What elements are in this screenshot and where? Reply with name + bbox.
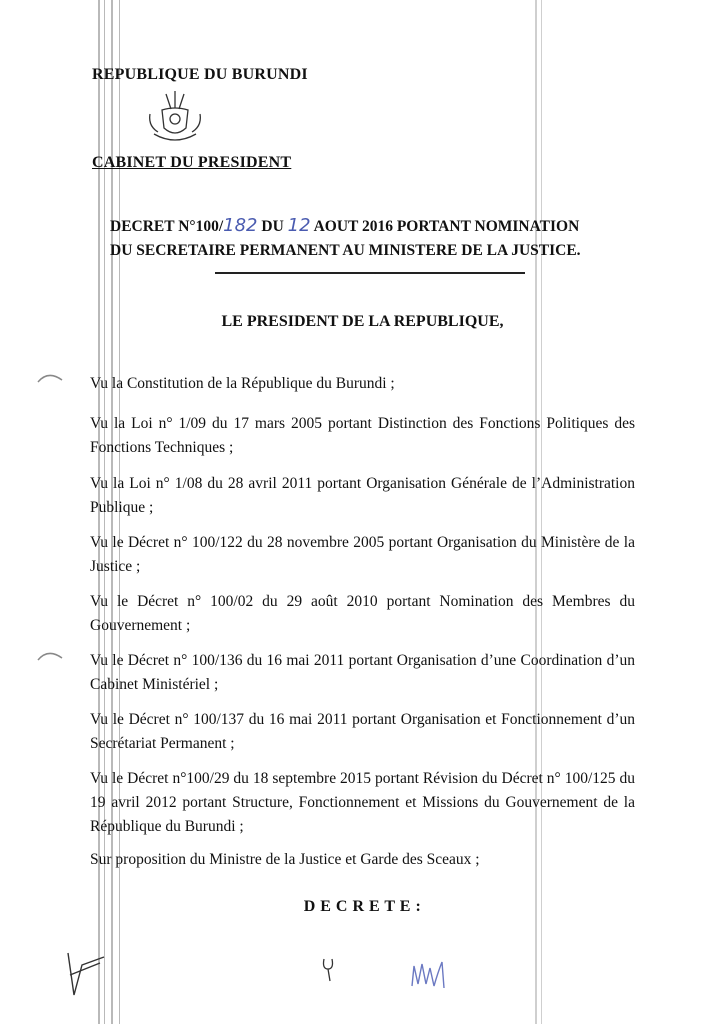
handwritten-initial-icon bbox=[318, 955, 340, 983]
cabinet-name bbox=[92, 154, 291, 172]
decree-title-part1: DECRET N°100/ bbox=[110, 218, 224, 235]
margin-mark-icon bbox=[36, 648, 64, 664]
visa-decret-100-02: Vu le Décret n° 100/02 du 29 août 2010 portant Nomination des Membres du Gouvernement ; bbox=[90, 593, 635, 634]
decree-title-part2: DU bbox=[257, 218, 288, 235]
margin-mark-icon bbox=[36, 370, 64, 386]
decree-title bbox=[110, 214, 630, 263]
handwritten-decree-number: 182 bbox=[223, 215, 258, 236]
visa-constitution: Vu la Constitution de la République du Burundi ; bbox=[90, 375, 395, 392]
visa-loi-1-08: Vu la Loi n° 1/08 du 28 avril 2011 portant Organisation Générale de l’Administration Publique ; bbox=[90, 475, 635, 516]
decree-title-part3: AOUT 2016 PORTANT NOMINATION bbox=[310, 218, 580, 235]
coat-of-arms-icon bbox=[140, 88, 210, 150]
visa-decret-100-29: Vu le Décret n°100/29 du 18 septembre 2015 portant Révision du Décret n° 100/125 du 19 avril 2012 portant Structure, Fonctionnement et Missions du Gouvernement de la République du Burundi ; bbox=[90, 770, 635, 835]
visa-loi-1-09: Vu la Loi n° 1/09 du 17 mars 2005 portant Distinction des Fonctions Politiques des Fonctions Techniques ; bbox=[90, 415, 635, 456]
handwritten-day: 12 bbox=[287, 215, 311, 236]
visa-decret-100-137: Vu le Décret n° 100/137 du 16 mai 2011 portant Organisation et Fonctionnement d’un Secrétariat Permanent ; bbox=[90, 711, 635, 752]
decision-heading: D E C R E T E : bbox=[303, 898, 422, 915]
country-name: REPUBLIQUE DU BURUNDI bbox=[92, 66, 308, 83]
authority-heading: LE PRESIDENT DE LA REPUBLIQUE, bbox=[221, 313, 504, 330]
proposition-line: Sur proposition du Ministre de la Justice et Garde des Sceaux ; bbox=[90, 851, 480, 868]
cabinet-label: CABINET DU PRESIDENT bbox=[92, 154, 292, 171]
handwritten-signature-icon bbox=[408, 958, 448, 994]
visa-decret-100-122: Vu le Décret n° 100/122 du 28 novembre 2005 portant Organisation du Ministère de la Justice ; bbox=[90, 534, 635, 575]
handwritten-initial-icon bbox=[60, 945, 120, 1005]
title-underline bbox=[215, 272, 525, 274]
decree-title-line2: DU SECRETAIRE PERMANENT AU MINISTERE DE LA JUSTICE. bbox=[110, 242, 581, 259]
visa-decret-100-136: Vu le Décret n° 100/136 du 16 mai 2011 portant Organisation d’une Coordination d’un Cabinet Ministériel ; bbox=[90, 652, 635, 693]
